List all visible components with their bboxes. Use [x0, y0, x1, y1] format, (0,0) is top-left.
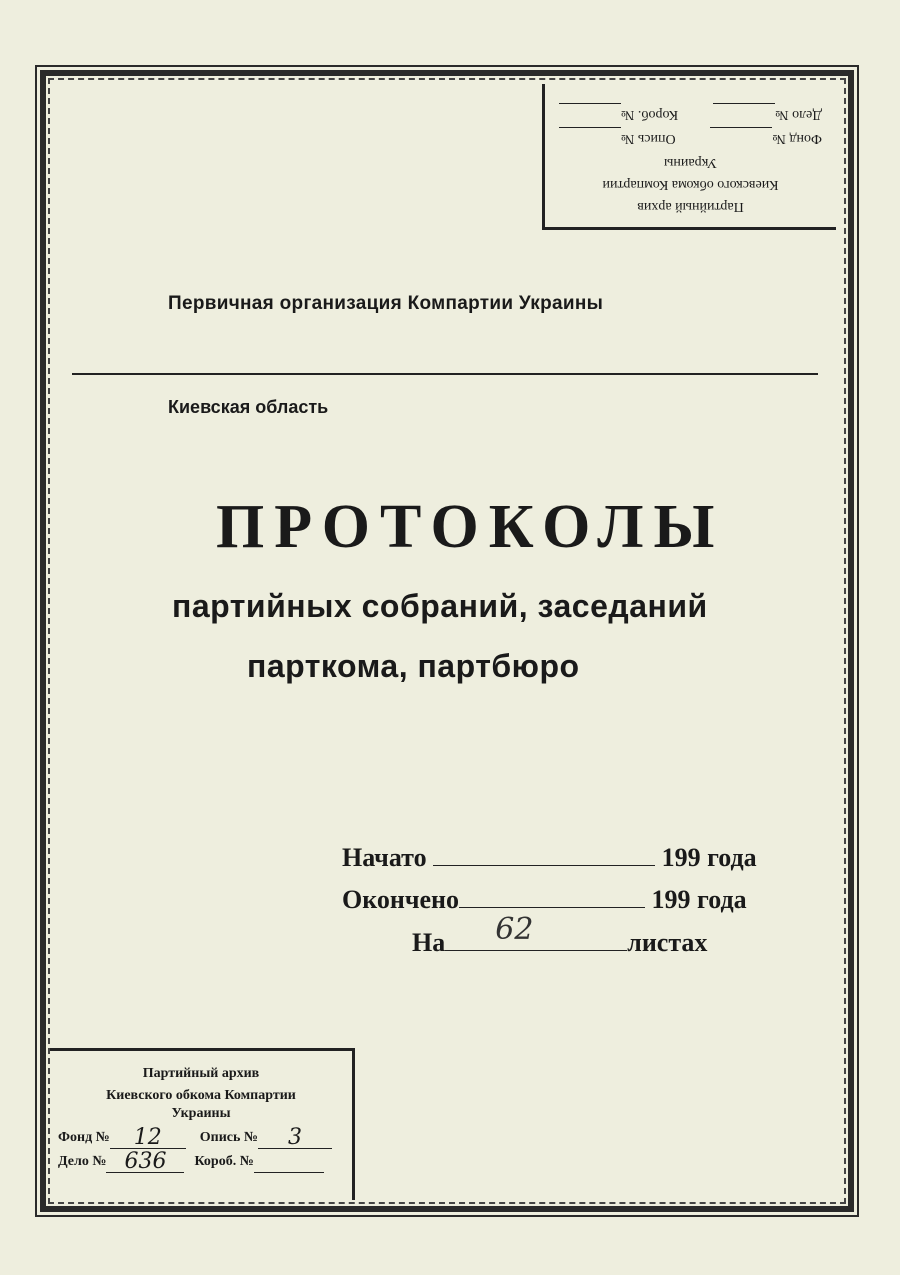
ended-blank: [459, 885, 645, 908]
ended-year: 199 года: [651, 885, 747, 914]
stamp-bottom-line-2: Киевского обкома Компартии: [106, 1088, 296, 1103]
stamp-fond-label: Фонд №: [772, 131, 822, 146]
stamp-bottom-korob-value: [254, 1172, 324, 1173]
document-border: [40, 70, 854, 1212]
started-field: [342, 843, 757, 873]
archive-stamp-top: [542, 84, 836, 230]
started-blank: [433, 843, 655, 866]
started-year: 199 года: [661, 843, 757, 872]
organization-label: Первичная организация Компартии Украины: [168, 293, 604, 314]
ended-field: [342, 885, 747, 915]
sheets-suffix: листах: [627, 928, 708, 957]
stamp-line-1: Партийный архив: [637, 199, 744, 214]
document-subtitle-2: парткома, партбюро: [247, 648, 580, 684]
sheets-count: 62: [495, 912, 534, 947]
stamp-line-2: Киевского обкома Компартии: [602, 177, 779, 192]
ended-label: Окончено: [342, 885, 460, 914]
started-label: Начато: [342, 843, 427, 872]
stamp-line-3: Украины: [663, 155, 718, 170]
stamp-bottom-delo-label: Дело №: [58, 1154, 107, 1169]
stamp-bottom-korob-label: Короб. №: [194, 1154, 254, 1169]
stamp-bottom-opis-value: 3: [258, 1128, 332, 1149]
stamp-bottom-opis-label: Опись №: [199, 1130, 258, 1145]
region-label: Киевская область: [168, 397, 329, 417]
stamp-bottom-line-3: Украины: [171, 1106, 231, 1121]
stamp-bottom-delo-value: 636: [106, 1152, 184, 1173]
divider-line: [72, 373, 818, 375]
sheets-prefix: На: [412, 928, 446, 957]
stamp-bottom-line-1: Партийный архив: [142, 1066, 260, 1081]
stamp-delo-label: Дело №: [775, 107, 822, 122]
sheets-blank: [445, 912, 627, 951]
stamp-bottom-fond-value: 12: [110, 1128, 186, 1149]
stamp-opis-label: Опись №: [621, 131, 676, 146]
stamp-korob-label: Короб. №: [621, 107, 679, 122]
document-title: ПРОТОКОЛЫ: [216, 493, 725, 561]
archive-stamp-bottom: [50, 1048, 355, 1200]
sheets-field: [412, 912, 708, 958]
document-subtitle-1: партийных собраний, заседаний: [172, 588, 708, 624]
stamp-bottom-fond-label: Фонд №: [58, 1130, 110, 1145]
